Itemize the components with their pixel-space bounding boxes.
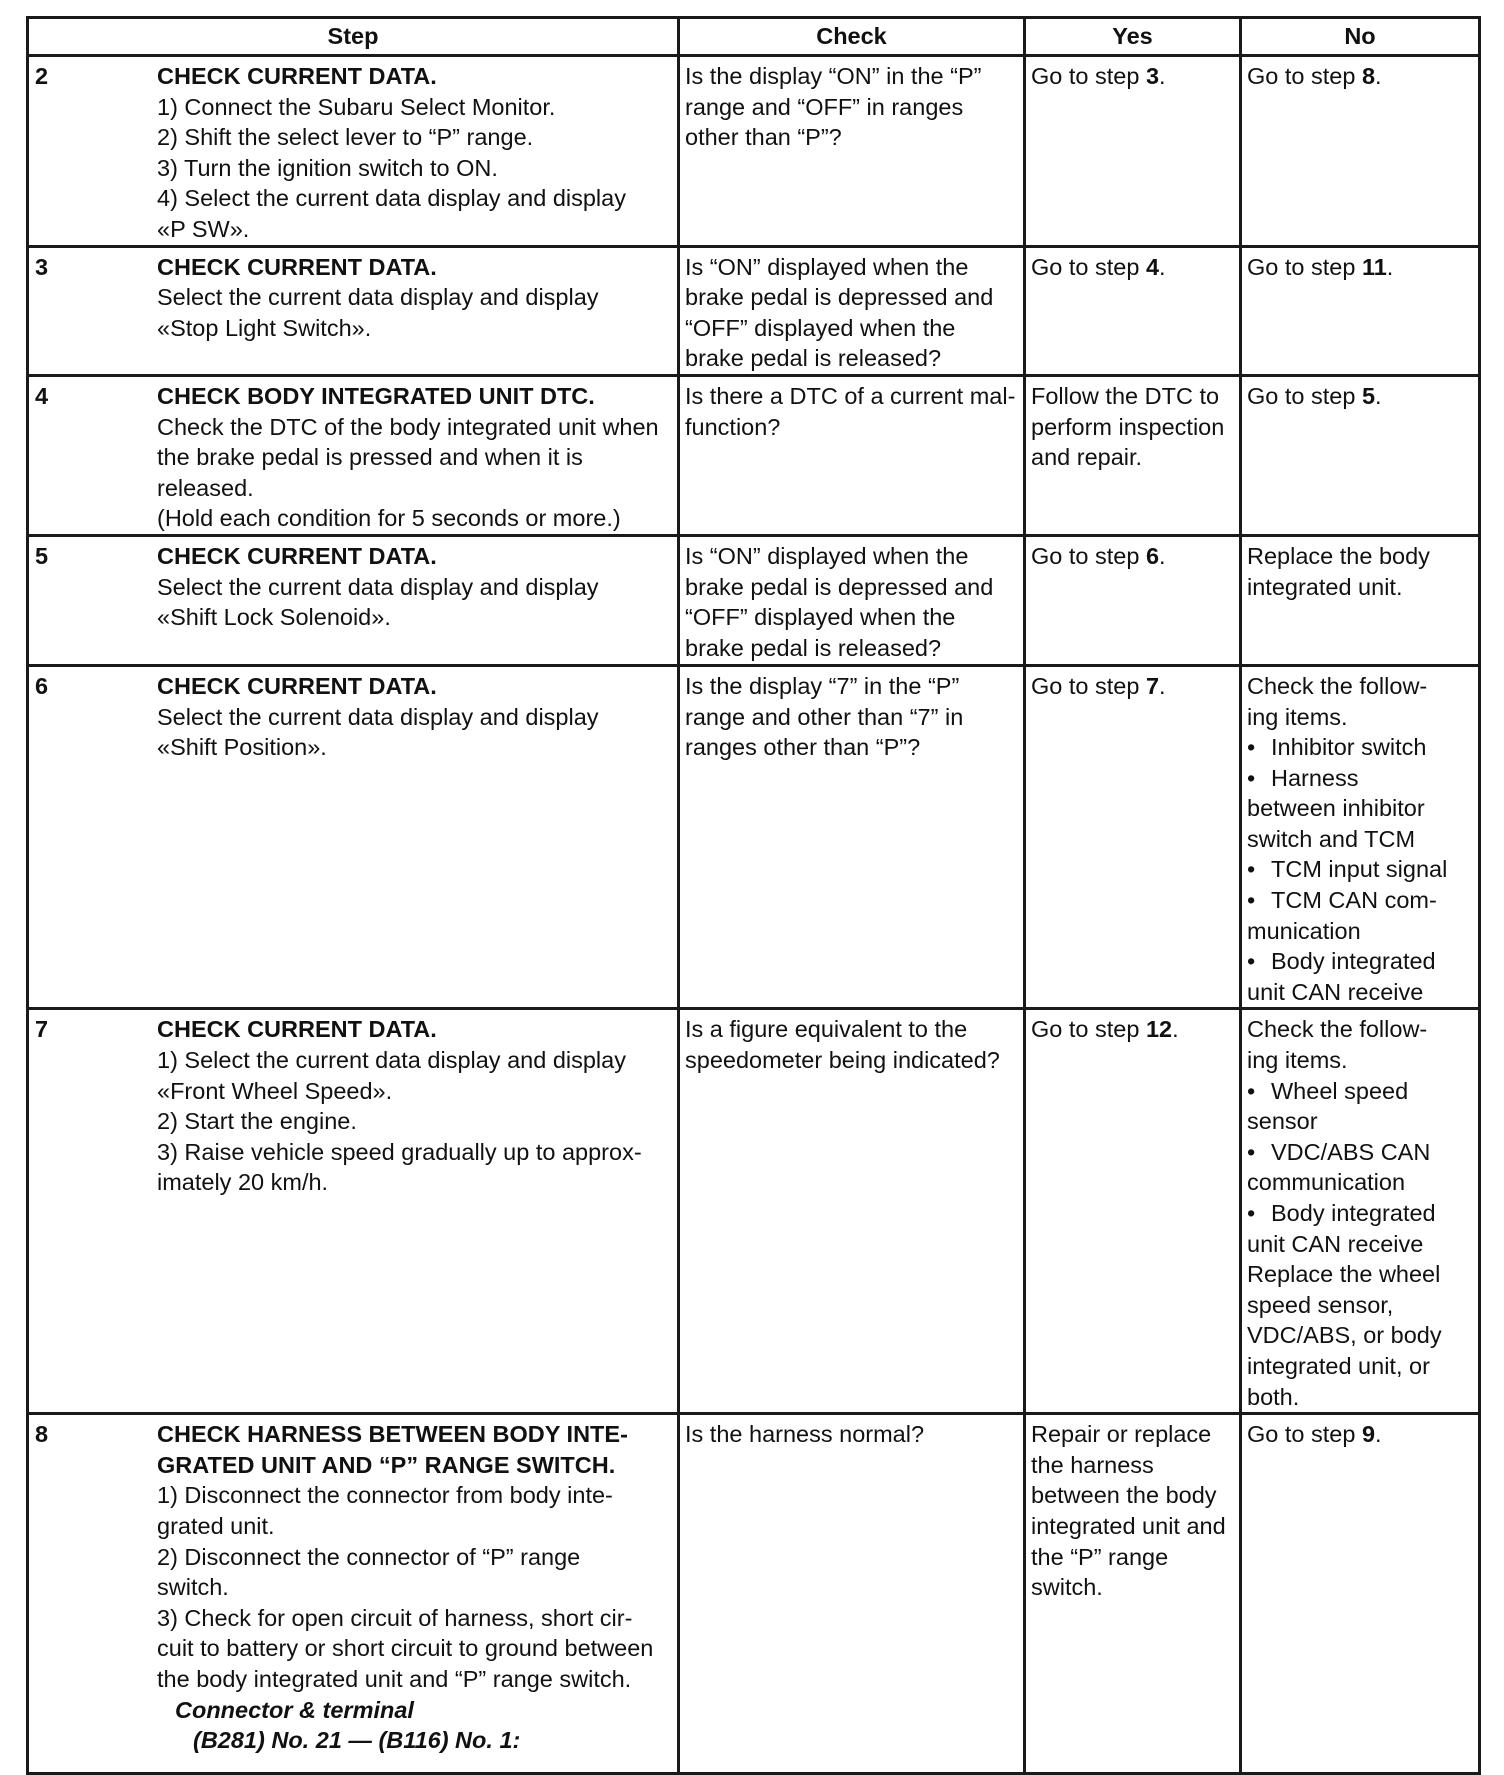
table-row: [28, 535, 1480, 665]
check-line: Is there a DTC of a current mal-: [685, 382, 1016, 409]
step-line: 2) Shift the select lever to “P” range.: [157, 124, 534, 151]
yes-cell: [1025, 246, 1241, 375]
step-line: Select the current data display and display: [157, 284, 599, 311]
bullet-text-cont: unit CAN receive: [1247, 1230, 1424, 1257]
check-line: function?: [685, 413, 781, 440]
no-line: integrated unit, or: [1247, 1352, 1430, 1379]
table-row: [28, 375, 1480, 535]
step-cell: [28, 246, 679, 375]
no-line: Check the follow-: [1247, 672, 1428, 699]
check-cell: [679, 1414, 1025, 1774]
yes-line: integrated unit and: [1031, 1512, 1226, 1539]
no-text-end: .: [1375, 63, 1382, 89]
check-line: Is a figure equivalent to the: [685, 1016, 968, 1043]
step-line: 2) Disconnect the connector of “P” range: [157, 1543, 581, 1570]
no-cell: [1241, 375, 1480, 535]
check-line: range and other than “7” in: [685, 703, 964, 730]
step-cell: [28, 1009, 679, 1414]
step-line: «P SW».: [157, 215, 250, 242]
yes-cell: [1025, 665, 1241, 1009]
no-line: ing items.: [1247, 1047, 1348, 1074]
step-line: 1) Select the current data display and display: [157, 1047, 626, 1074]
check-line: Is the display “7” in the “P”: [685, 672, 960, 699]
step-title: CHECK HARNESS BETWEEN BODY INTE-: [157, 1421, 628, 1448]
bullet-text: TCM input signal: [1271, 856, 1448, 883]
check-cell: [679, 246, 1025, 375]
step-title: CHECK CURRENT DATA.: [157, 1016, 437, 1043]
yes-line: perform inspection: [1031, 413, 1225, 440]
no-line: Check the follow-: [1247, 1016, 1428, 1043]
no-text-end: .: [1386, 253, 1394, 280]
step-line: Check the DTC of the body integrated unit when: [157, 413, 659, 440]
step-line: Select the current data display and display: [157, 573, 599, 600]
step-line: (Hold each condition for 5 seconds or more.): [157, 505, 621, 532]
no-line: ing items.: [1247, 703, 1348, 730]
check-line: range and “OFF” in ranges: [685, 93, 964, 120]
no-step-ref: 9: [1361, 1421, 1376, 1448]
no-text: Go to step: [1247, 63, 1362, 89]
check-line: “OFF” displayed when the: [685, 314, 956, 341]
yes-step-ref: 7: [1145, 672, 1160, 699]
step-cell: [28, 665, 679, 1009]
table-row: [28, 665, 1480, 1009]
bullet-icon: •: [1247, 856, 1256, 883]
yes-line: and repair.: [1031, 444, 1143, 471]
yes-step-ref: 12: [1145, 1016, 1173, 1043]
no-cell: [1241, 246, 1480, 375]
bullet-text: Body integrated: [1271, 1200, 1436, 1226]
check-line: “OFF” displayed when the: [685, 604, 956, 631]
bullet-item: [1247, 854, 1473, 885]
step-title: CHECK CURRENT DATA.: [157, 672, 437, 699]
yes-cell: [1025, 56, 1241, 247]
no-text-end: .: [1375, 1421, 1382, 1448]
yes-step-ref: 4: [1145, 253, 1160, 280]
yes-text: Go to step: [1031, 63, 1146, 89]
step-number: 5: [35, 542, 49, 569]
no-line: integrated unit.: [1247, 573, 1403, 600]
yes-text: Go to step: [1031, 672, 1146, 699]
bullet-text-cont: between inhibitor: [1247, 795, 1425, 822]
step-line: 4) Select the current data display and display: [157, 185, 626, 212]
yes-text-end: .: [1172, 1016, 1179, 1043]
connector-value: (B281) No. 21 — (B116) No. 1:: [193, 1727, 521, 1754]
check-cell: [679, 375, 1025, 535]
check-line: Is “ON” displayed when the: [685, 542, 969, 569]
no-text: Go to step: [1247, 253, 1362, 280]
bullet-item: [1247, 885, 1473, 916]
bullet-text: Wheel speed: [1271, 1077, 1409, 1104]
bullet-item: [1247, 1076, 1473, 1107]
check-cell: [679, 56, 1025, 247]
step-cell: [28, 56, 679, 247]
no-cell: [1241, 1009, 1480, 1414]
check-line: other than “P”?: [685, 124, 842, 151]
bullet-text-cont: communication: [1247, 1169, 1406, 1196]
check-line: Is the harness normal?: [685, 1421, 925, 1448]
yes-text-end: .: [1159, 672, 1166, 699]
no-text-end: .: [1375, 382, 1382, 409]
no-cell: [1241, 665, 1480, 1009]
yes-line: Repair or replace: [1031, 1421, 1212, 1448]
step-title: GRATED UNIT AND “P” RANGE SWITCH.: [157, 1451, 616, 1478]
yes-cell: [1025, 1414, 1241, 1774]
yes-line: Follow the DTC to: [1031, 382, 1220, 409]
check-cell: [679, 1009, 1025, 1414]
bullet-text: Body integrated: [1271, 948, 1436, 975]
bullet-text: VDC/ABS CAN: [1271, 1138, 1431, 1165]
yes-text: Go to step: [1031, 253, 1146, 280]
table-row: [28, 1414, 1480, 1774]
check-cell: [679, 535, 1025, 665]
step-line: 1) Disconnect the connector from body inte-: [157, 1482, 613, 1509]
bullet-text: Inhibitor switch: [1271, 734, 1427, 761]
step-number: 2: [35, 63, 49, 89]
header-check: Check: [679, 18, 1025, 56]
check-line: brake pedal is depressed and: [685, 573, 994, 600]
no-step-ref: 5: [1361, 382, 1376, 409]
step-line: 3) Turn the ignition switch to ON.: [157, 154, 498, 181]
no-text: Go to step: [1247, 382, 1362, 409]
step-line: 1) Connect the Subaru Select Monitor.: [157, 93, 556, 120]
step-line: imately 20 km/h.: [157, 1169, 329, 1196]
step-title: CHECK CURRENT DATA.: [157, 63, 437, 89]
no-step-ref: 11: [1361, 253, 1387, 280]
bullet-icon: •: [1247, 887, 1256, 914]
check-line: brake pedal is depressed and: [685, 284, 994, 311]
no-line: both.: [1247, 1383, 1300, 1410]
bullet-item: [1247, 732, 1473, 763]
step-line: cuit to battery or short circuit to ground between: [157, 1635, 654, 1662]
yes-step-ref: 3: [1145, 63, 1160, 89]
step-line: the body integrated unit and “P” range switch.: [157, 1665, 632, 1692]
step-title: CHECK CURRENT DATA.: [157, 542, 437, 569]
step-line: released.: [157, 474, 254, 501]
step-line: «Shift Lock Solenoid».: [157, 604, 391, 631]
step-title: CHECK BODY INTEGRATED UNIT DTC.: [157, 382, 595, 409]
bullet-icon: •: [1247, 1138, 1256, 1165]
yes-line: the “P” range: [1031, 1543, 1169, 1570]
no-cell: [1241, 56, 1480, 247]
step-number: 3: [35, 253, 49, 280]
check-line: Is “ON” displayed when the: [685, 253, 969, 280]
yes-cell: [1025, 1009, 1241, 1414]
bullet-text-cont: unit CAN receive: [1247, 978, 1424, 1005]
check-line: ranges other than “P”?: [685, 734, 921, 761]
bullet-icon: •: [1247, 948, 1256, 975]
no-cell: [1241, 1414, 1480, 1774]
diagnostic-table-page: [26, 16, 1478, 1760]
bullet-item: [1247, 763, 1473, 794]
yes-step-ref: 6: [1145, 542, 1160, 569]
no-text: Go to step: [1247, 1421, 1362, 1448]
no-step-ref: 8: [1361, 63, 1376, 89]
bullet-text-cont: switch and TCM: [1247, 825, 1416, 852]
step-line: grated unit.: [157, 1512, 275, 1539]
diagnostic-table: [26, 16, 1481, 1775]
step-cell: [28, 375, 679, 535]
check-line: brake pedal is released?: [685, 345, 942, 372]
step-line: the brake pedal is pressed and when it is: [157, 444, 583, 471]
yes-cell: [1025, 375, 1241, 535]
step-number: 7: [35, 1016, 49, 1043]
yes-cell: [1025, 535, 1241, 665]
step-number: 4: [35, 382, 49, 409]
no-line: Replace the wheel: [1247, 1261, 1441, 1288]
yes-text-end: .: [1159, 253, 1166, 280]
no-line: Replace the body: [1247, 542, 1430, 569]
bullet-text: Harness: [1271, 764, 1359, 791]
yes-line: switch.: [1031, 1574, 1103, 1601]
bullet-icon: •: [1247, 734, 1256, 761]
bullet-icon: •: [1247, 1200, 1256, 1226]
step-line: «Front Wheel Speed».: [157, 1077, 393, 1104]
step-title: CHECK CURRENT DATA.: [157, 253, 437, 280]
yes-text: Go to step: [1031, 542, 1146, 569]
bullet-icon: •: [1247, 764, 1256, 791]
step-line: 3) Raise vehicle speed gradually up to approx-: [157, 1138, 642, 1165]
no-line: VDC/ABS, or body: [1247, 1322, 1442, 1349]
step-line: Select the current data display and display: [157, 703, 599, 730]
connector-label: Connector & terminal: [175, 1696, 414, 1723]
no-cell: [1241, 535, 1480, 665]
header-row: [28, 18, 1480, 56]
bullet-item: [1247, 1137, 1473, 1168]
step-cell: [28, 535, 679, 665]
no-line: speed sensor,: [1247, 1291, 1394, 1318]
step-line: 2) Start the engine.: [157, 1108, 357, 1135]
table-row: [28, 1009, 1480, 1414]
bullet-text: TCM CAN com-: [1271, 887, 1437, 914]
check-line: brake pedal is released?: [685, 634, 942, 661]
bullet-text-cont: sensor: [1247, 1108, 1318, 1135]
table-row: [28, 246, 1480, 375]
step-cell: [28, 1414, 679, 1774]
header-yes: Yes: [1025, 18, 1241, 56]
yes-line: the harness: [1031, 1451, 1154, 1478]
bullet-item: [1247, 946, 1473, 977]
step-number: 6: [35, 672, 49, 699]
yes-text: Go to step: [1031, 1016, 1146, 1043]
check-cell: [679, 665, 1025, 1009]
step-line: «Shift Position».: [157, 734, 327, 761]
step-number: 8: [35, 1421, 49, 1448]
header-no: No: [1241, 18, 1480, 56]
bullet-item: [1247, 1198, 1473, 1229]
header-step: Step: [28, 18, 679, 56]
check-line: Is the display “ON” in the “P”: [685, 63, 982, 89]
step-line: switch.: [157, 1574, 229, 1601]
step-line: «Stop Light Switch».: [157, 314, 372, 341]
table-row: [28, 56, 1480, 247]
yes-text-end: .: [1159, 542, 1166, 569]
check-line: speedometer being indicated?: [685, 1047, 1000, 1074]
step-line: 3) Check for open circuit of harness, short cir-: [157, 1604, 633, 1631]
yes-text-end: .: [1159, 63, 1166, 89]
bullet-text-cont: munication: [1247, 917, 1361, 944]
yes-line: between the body: [1031, 1482, 1217, 1509]
bullet-icon: •: [1247, 1077, 1256, 1104]
